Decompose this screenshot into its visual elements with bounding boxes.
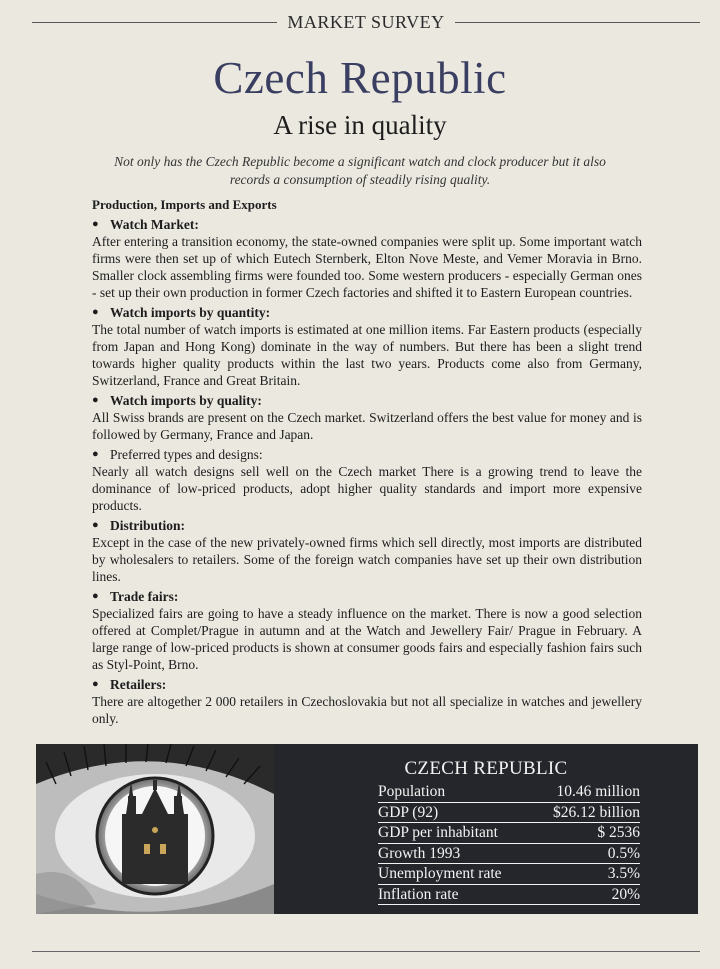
bullet-icon: ● xyxy=(92,306,99,318)
stat-value: $26.12 billion xyxy=(553,803,640,821)
stats-table xyxy=(378,782,640,905)
stat-label: Population xyxy=(378,783,446,800)
item-title: Retailers: xyxy=(110,677,167,692)
item-text: The total number of watch imports is estimated at one million items. Far Eastern products (especially from Japan and Hong Kong) dominate in the way of numbers. But there has been a slight trend towards higher quality products within the last two years. Products come also from Germany, Switzerland, France and Great Britain. xyxy=(92,322,642,388)
item-title: Trade fairs: xyxy=(110,589,179,604)
stats-row xyxy=(378,864,640,885)
item-text: There are altogether 2 000 retailers in Czechoslovakia but not all specialize in watches and jewellery only. xyxy=(92,694,642,726)
bullet-icon: ● xyxy=(92,590,99,602)
item-title: Distribution: xyxy=(110,518,186,533)
bullet-icon: ● xyxy=(92,394,99,406)
item-title: Preferred types and designs: xyxy=(110,447,263,462)
item-title: Watch imports by quantity: xyxy=(110,305,271,320)
stats-title: CZECH REPUBLIC xyxy=(404,758,568,779)
item-title: Watch Market: xyxy=(110,217,199,232)
bullet-icon: ● xyxy=(92,218,99,230)
stat-value: 0.5% xyxy=(607,844,640,862)
intro-text: Not only has the Czech Republic become a significant watch and clock producer but it also records a consumption of steadily rising quality. xyxy=(114,154,606,187)
stat-value: 10.46 million xyxy=(556,783,640,800)
section-label: MARKET SURVEY xyxy=(287,11,445,32)
stats-row xyxy=(378,803,640,824)
stat-label: Inflation rate xyxy=(378,885,459,903)
item-text: All Swiss brands are present on the Czech market. Switzerland offers the best value for money and is followed by Germany, France and Japan. xyxy=(92,410,642,442)
stats-row xyxy=(378,782,640,803)
header-rule-left xyxy=(32,22,277,23)
item-title: Watch imports by quality: xyxy=(110,393,262,408)
article-item xyxy=(92,517,642,585)
section-header xyxy=(32,10,700,34)
page-subtitle: A rise in quality xyxy=(273,110,447,140)
stats-row xyxy=(378,885,640,906)
article-item xyxy=(92,304,642,389)
stat-label: GDP (92) xyxy=(378,803,439,821)
stat-value: 3.5% xyxy=(607,865,640,882)
stat-value: $ 2536 xyxy=(597,824,640,841)
item-text: Nearly all watch designs sell well on the Czech market There is a growing trend to leave the dominance of low-priced products, adopt higher quality standards and import more expensive products. xyxy=(92,464,642,513)
article-body xyxy=(92,196,642,727)
article-item xyxy=(92,446,642,514)
bullet-icon: ● xyxy=(92,448,99,460)
article-item xyxy=(92,676,642,727)
item-text: After entering a transition economy, the state-owned companies were split up. Some important watch firms were then set up of which Eutech Sternberk, Elton Nove Meste, and Vemer Moravia in Brno. Smaller clock assembling firms were founded too. Some western producers - especially German ones - set up their own production in former Czech factories and shifted it to Eastern European countries. xyxy=(92,234,642,300)
bullet-icon: ● xyxy=(92,678,99,690)
stats-row xyxy=(378,844,640,865)
stat-label: GDP per inhabitant xyxy=(378,824,498,841)
stat-value: 20% xyxy=(611,885,640,903)
bullet-icon: ● xyxy=(92,519,99,531)
eye-cathedral-illustration xyxy=(36,744,274,914)
page-title: Czech Republic xyxy=(213,53,507,103)
section-heading: Production, Imports and Exports xyxy=(92,197,277,212)
item-text: Except in the case of the new privately-owned firms which sell directly, most imports are distributed by wholesalers to retailers. Some of the foreign watch companies have set up their own distribution lines. xyxy=(92,535,642,584)
stats-box xyxy=(274,744,698,914)
stat-label: Growth 1993 xyxy=(378,844,461,862)
article-item xyxy=(92,392,642,443)
footer-rule xyxy=(32,951,700,952)
stats-row xyxy=(378,823,640,844)
stat-label: Unemployment rate xyxy=(378,865,502,882)
header-rule-right xyxy=(455,22,700,23)
item-text: Specialized fairs are going to have a steady influence on the market. There is now a good selection offered at Complet/Prague in autumn and at the Watch and Jewellery Fair/ Prague in February. A large range of low-priced products is shown at consumer goods fairs and especially fashion fairs such as Styl-Point, Brno. xyxy=(92,606,642,672)
article-item xyxy=(92,216,642,301)
article-item xyxy=(92,588,642,673)
